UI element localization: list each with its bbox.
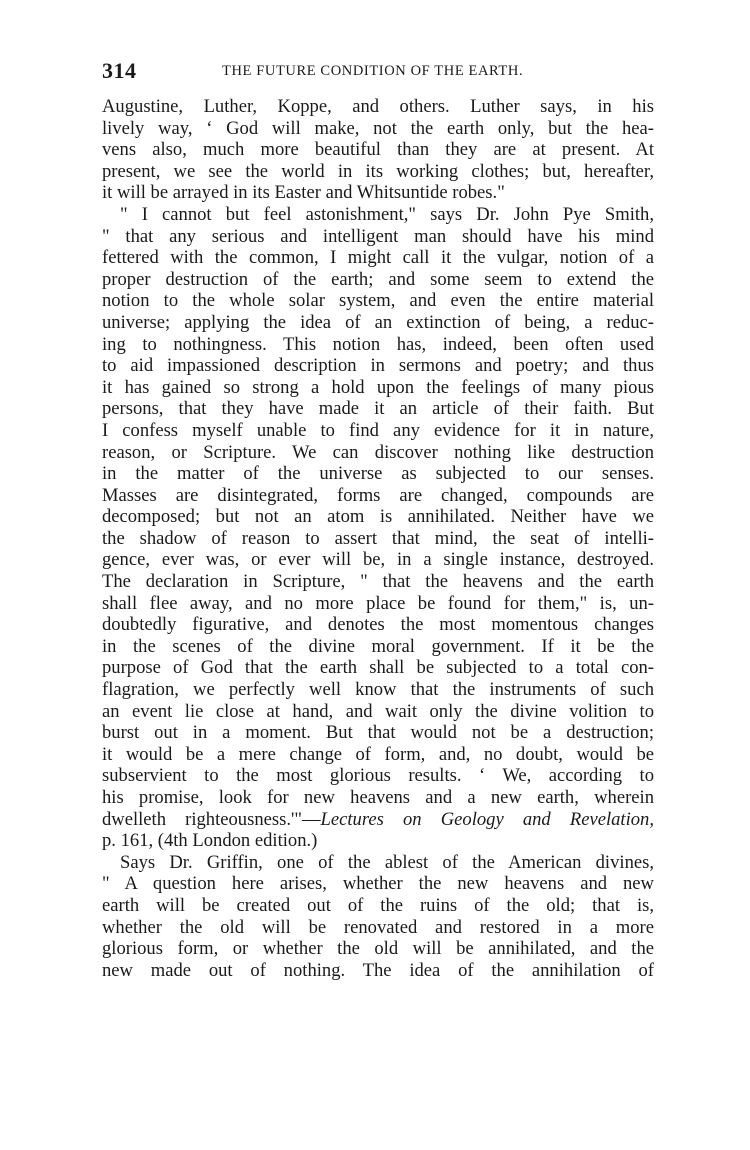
text-line: in the matter of the universe as subjected to our senses. <box>102 463 654 485</box>
text-line: shall flee away, and no more place be found for them," is, un- <box>102 592 654 614</box>
citation-line <box>102 809 654 831</box>
text-line: vens also, much more beautiful than they are at present. At <box>102 139 654 161</box>
running-title: THE FUTURE CONDITION OF THE EARTH. <box>222 63 524 79</box>
text-line: The declaration in Scripture, " that the heavens and the earth <box>102 571 654 593</box>
text-line: ing to nothingness. This notion has, indeed, been often used <box>102 333 654 355</box>
paragraph-first-line: Says Dr. Griffin, one of the ablest of the American divines, <box>120 851 654 873</box>
body-text <box>102 96 654 981</box>
book-citation: Lectures on Geology and Revelation, <box>320 808 654 830</box>
text-line: his promise, look for new heavens and a new earth, wherein <box>102 787 654 808</box>
text-line: reason, or Scripture. We can discover nothing like destruction <box>102 441 654 463</box>
text-line: " that any serious and intelligent man should have his mind <box>102 225 654 247</box>
text-line: whether the old will be renovated and restored in a more <box>102 916 654 938</box>
text-line: " A question here arises, whether the new heavens and new <box>102 873 654 895</box>
text-line: universe; applying the idea of an extinction of being, a reduc- <box>102 311 654 333</box>
text-line: earth will be created out of the ruins of the old; that is, <box>102 894 654 916</box>
text-line: an event lie close at hand, and wait only the divine volition to <box>102 700 654 722</box>
paragraph-first-line: " I cannot but feel astonishment," says Dr. John Pye Smith, <box>120 203 654 225</box>
text-line: lively way, ‘ God will make, not the earth only, but the hea- <box>102 117 654 139</box>
text-line: it has gained so strong a hold upon the feelings of many pious <box>102 376 654 398</box>
text-line: subservient to the most glorious results. ‘ We, according to <box>102 765 654 787</box>
text-line: decomposed; but not an atom is annihilated. Neither have we <box>102 506 654 528</box>
text-line: it would be a mere change of form, and, no doubt, would be <box>102 743 654 765</box>
text-line: present, we see the world in its working clothes; but, hereafter, <box>102 160 654 182</box>
text-line: it will be arrayed in its Easter and Whitsuntide robes." <box>102 182 505 204</box>
text-line: new made out of nothing. The idea of the annihilation of <box>102 959 654 981</box>
text-line: p. 161, (4th London edition.) <box>102 830 318 852</box>
text-line: the shadow of reason to assert that mind, the seat of intelli- <box>102 527 654 549</box>
text-line: in the scenes of the divine moral government. If it be the <box>102 635 654 657</box>
text-line: persons, that they have made it an article of their faith. But <box>102 398 654 420</box>
text-line: purpose of God that the earth shall be subjected to a total con- <box>102 657 654 679</box>
text-line: notion to the whole solar system, and even the entire material <box>102 290 654 312</box>
text-line: gence, ever was, or ever will be, in a single instance, destroyed. <box>102 549 654 571</box>
citation-lead-text: dwelleth righteousness.'"— <box>102 808 321 830</box>
page-number: 314 <box>102 58 137 83</box>
text-line: I confess myself unable to find any evidence for it in nature, <box>102 419 654 441</box>
text-line: Augustine, Luther, Koppe, and others. Luther says, in his <box>102 96 654 117</box>
text-line: flagration, we perfectly well know that the instruments of such <box>102 679 654 701</box>
text-line: proper destruction of the earth; and some seem to extend the <box>102 268 654 290</box>
page-header <box>102 58 654 88</box>
text-line: doubtedly figurative, and denotes the most momentous changes <box>102 614 654 636</box>
text-line: glorious form, or whether the old will be annihilated, and the <box>102 938 654 960</box>
text-line: to aid impassioned description in sermons and poetry; and thus <box>102 355 654 377</box>
text-line: burst out in a moment. But that would not be a destruction; <box>102 722 654 744</box>
text-line: fettered with the common, I might call it the vulgar, notion of a <box>102 247 654 269</box>
text-line: Masses are disintegrated, forms are changed, compounds are <box>102 484 654 506</box>
